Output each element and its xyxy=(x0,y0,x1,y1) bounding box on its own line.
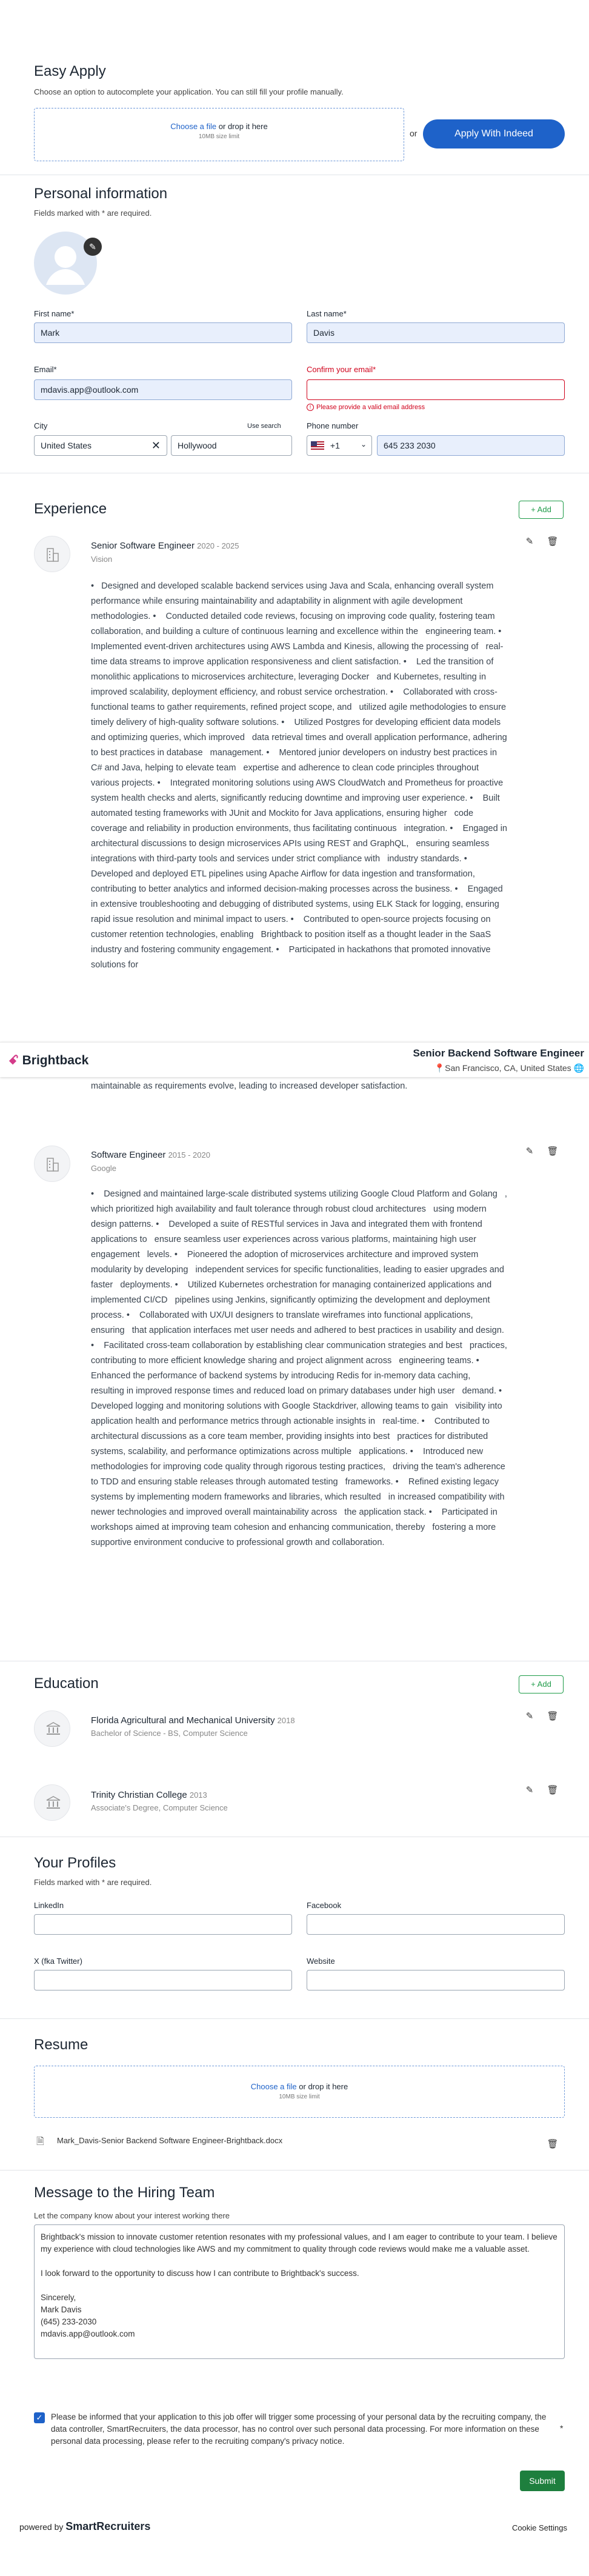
personal-info-title: Personal information xyxy=(34,185,168,202)
message-hint: Let the company know about your interest working there xyxy=(34,2211,230,2220)
required-note: Fields marked with * are required. xyxy=(34,1878,152,1887)
job-banner xyxy=(0,1042,589,1077)
delete-icon[interactable]: 🗑 xyxy=(547,536,559,547)
choose-file-link[interactable]: Choose a file xyxy=(250,2082,297,2091)
twitter-input[interactable] xyxy=(34,1970,292,1990)
clear-icon[interactable]: ✕ xyxy=(151,439,161,452)
school-name: Florida Agricultural and Mechanical University xyxy=(91,1715,275,1726)
experience-item-title xyxy=(91,1150,210,1160)
job-title: Senior Software Engineer xyxy=(91,541,195,551)
resume-file-name[interactable]: Mark_Davis-Senior Backend Software Engineer-Brightback.docx xyxy=(57,2136,283,2145)
edit-icon[interactable]: ✎ xyxy=(525,536,534,547)
company-name: Google xyxy=(91,1164,116,1173)
document-icon: 🗎 xyxy=(36,2137,44,2147)
error-icon: ! xyxy=(307,404,314,411)
last-name-input[interactable]: Davis xyxy=(307,322,565,343)
confirm-email-label: Confirm your email* xyxy=(307,365,376,374)
delete-icon[interactable]: 🗑 xyxy=(547,2139,559,2149)
add-experience-button[interactable] xyxy=(519,501,564,519)
size-limit: 10MB size limit xyxy=(198,133,240,140)
phone-input[interactable]: 645 233 2030 xyxy=(377,435,565,456)
required-star: * xyxy=(560,2423,564,2433)
first-name-label: First name* xyxy=(34,309,75,318)
message-title: Message to the Hiring Team xyxy=(34,2184,215,2201)
apply-with-indeed-button[interactable]: Apply With Indeed xyxy=(423,119,565,148)
location-text: San Francisco, CA, United States xyxy=(445,1063,571,1073)
drop-text: or drop it here xyxy=(299,2082,348,2091)
us-flag-icon xyxy=(311,441,324,450)
experience-description: • Designed and maintained large-scale distributed systems utilizing Google Cloud Platform and Golang , which prioritized high availability and fault tolerance through robust cloud architectures using modern design patterns. • Developed a suite of RESTful services in Java and integrated them with frontend applications to ensure seamless user experiences across various platforms, maintaining high user engagement levels. • Pioneered the adoption of microservices architecture and improved system modularity by developing independent services for specific functionalities, leading to easier upgrades and faster deployments. • Utilized Kubernetes orchestration for managing containerized applications and implemented CI/CD pipelines using Jenkins, significantly optimizing the development and deployment process. • Collaborated with UX/UI designers to translate wireframes into functional applications, ensuring that application interfaces met user needs and adhered to best practices in usability and design. • Facilitated cross-team collaboration by establishing clear communication strategies and best practices, contributing to more efficient knowledge sharing and project alignment across engineering teams. • Enhanced the performance of backend systems by introducing Redis for in-memory data caching, resulting in improved response times and reduced load on primary databases under high user demand. • Developed logging and monitoring solutions with Google Stackdriver, allowing teams to gain visibility into application health and performance metrics through actionable insights in real-time. • Contributed to architectural discussions as a core team member, providing insights into best practices for distributed systems, scalability, and performance optimizations across multiple applications. • Introduced new methodologies for improving code quality through rigorous testing practices, driving the team's adherence to TDD and ensuring stable releases through automated testing frameworks. • Refined existing legacy systems by implementing modern frameworks and libraries, which resulted in increased compatibility with newer technologies and improved overall maintainability across the application stack. • Participated in workshops aimed at improving team cohesion and enhancing communication, thereby fostering a more supportive environment conducive to professional growth and collaboration. xyxy=(91,1189,512,1547)
job-years: 2020 - 2025 xyxy=(197,541,239,550)
experience-description-tail: maintainable as requirements evolve, leading to increased developer satisfaction. xyxy=(91,1081,408,1091)
resume-title: Resume xyxy=(34,2037,88,2053)
confirm-email-input[interactable] xyxy=(307,379,565,400)
easy-apply-title: Easy Apply xyxy=(34,63,106,79)
plus-icon: + xyxy=(531,1680,537,1689)
divider xyxy=(0,2018,589,2019)
delete-icon[interactable]: 🗑 xyxy=(547,1146,559,1156)
last-name-label: Last name* xyxy=(307,309,347,318)
easy-apply-subtitle: Choose an option to autocomplete your application. You can still fill your profile manually. xyxy=(34,87,344,96)
edit-icon[interactable]: ✎ xyxy=(525,1146,534,1156)
job-title: Software Engineer xyxy=(91,1150,166,1160)
experience-item-title xyxy=(91,541,239,551)
phone-label: Phone number xyxy=(307,421,359,430)
website-input[interactable] xyxy=(307,1970,565,1990)
education-item-title xyxy=(91,1790,207,1800)
resume-dropzone[interactable] xyxy=(34,2066,565,2118)
city-input[interactable]: Hollywood xyxy=(171,435,292,456)
divider xyxy=(0,2170,589,2171)
size-limit: 10MB size limit xyxy=(279,2094,320,2100)
profiles-title: Your Profiles xyxy=(34,1855,116,1871)
brightback-logo-icon: ꗃ xyxy=(8,1053,19,1067)
drop-text: or drop it here xyxy=(218,122,268,131)
school-icon xyxy=(34,1784,70,1821)
city-label: City xyxy=(34,421,48,430)
brand-name: Brightback xyxy=(22,1053,89,1067)
consent-checkbox[interactable]: ✓ xyxy=(34,2412,45,2423)
degree: Bachelor of Science - BS, Computer Science xyxy=(91,1729,248,1738)
school-year: 2018 xyxy=(277,1716,295,1725)
smartrecruiters-logo: SmartRecruiters xyxy=(65,2520,151,2532)
chevron-down-icon: ⌄ xyxy=(360,440,367,449)
email-error-text: Please provide a valid email address xyxy=(316,404,425,411)
country-select[interactable] xyxy=(34,435,167,456)
facebook-label: Facebook xyxy=(307,1901,342,1910)
use-search-link[interactable]: Use search xyxy=(247,422,281,430)
first-name-input[interactable]: Mark xyxy=(34,322,292,343)
easy-apply-dropzone[interactable] xyxy=(34,108,404,161)
experience-description: • Designed and developed scalable backend services using Java and Scala, enhancing overall system performance while ensuring maintainability and adaptability in alignment with agile development methodologies. • Conducted detailed code reviews, focusing on improving code quality, fostering team collaboration, and building a culture of continuous learning and excellence within the engineering team. • Implemented event-driven architectures using AWS Lambda and Kinesis, allowing the processing of real-time data streams to improve application responsiveness and client satisfaction. • Led the transition of monolithic applications to microservices architecture, leveraging Docker and Kubernetes, resulting in improved scalability, deployment efficiency, and robust service orchestration. • Collaborated with cross-functional teams to gather requirements, refined project scope, and utilized agile methodologies to ensure timely delivery of high-quality software solutions. • Utilized Postgres for developing efficient data models and optimizing queries, which improved data retrieval times and overall application performance, adhering to best practices in database management. • Mentored junior developers on industry best practices in C# and Java, helping to elevate team expertise and adherence to clean code principles throughout various projects. • Integrated monitoring solutions using AWS CloudWatch and Prometheus for proactive system health checks and alerts, significantly reducing downtime and improving user experience. • Built automated testing frameworks with JUnit and Mockito for Java applications, ensuring higher code coverage and reliability in production environments, thus facilitating continuous integration. • Engaged in architectural discussions to design microservices APIs using REST and GraphQL, ensuring seamless integrations with third-party tools and services under strict compliance with industry standards. • Developed and deployed ETL pipelines using Apache Airflow for data ingestion and transformation, contributing to better analytics and informed decision-making processes across the business. • Engaged in extensive troubleshooting and debugging of distributed systems, using ELK Stack for logging, ensuring rapid issue resolution and minimal impact to users. • Contributed to open-source projects focusing on customer retention technologies, enabling Brightback to position itself as a thought leader in the SaaS industry and fostering community engagement. • Participated in hackathons that promoted innovative solutions for xyxy=(91,581,511,970)
email-input[interactable]: mdavis.app@outlook.com xyxy=(34,379,292,400)
powered-by-text: powered by xyxy=(19,2522,64,2532)
website-label: Website xyxy=(307,1957,335,1966)
degree: Associate's Degree, Computer Science xyxy=(91,1803,228,1812)
edit-icon[interactable]: ✎ xyxy=(525,1711,534,1721)
twitter-label: X (fka Twitter) xyxy=(34,1957,82,1966)
choose-file-link[interactable]: Choose a file xyxy=(170,122,217,131)
cookie-settings-link[interactable]: Cookie Settings xyxy=(511,2523,567,2532)
experience-title: Experience xyxy=(34,501,107,517)
powered-by xyxy=(19,2520,150,2533)
country-value: United States xyxy=(41,441,92,450)
location-pin-icon: 📍 xyxy=(434,1063,445,1073)
edit-avatar-icon[interactable]: ✎ xyxy=(84,238,102,256)
facebook-input[interactable] xyxy=(307,1914,565,1935)
linkedin-label: LinkedIn xyxy=(34,1901,64,1910)
add-education-button[interactable] xyxy=(519,1675,564,1693)
phone-country-select[interactable] xyxy=(307,435,372,456)
message-textarea[interactable]: Brightback's mission to innovate customer retention resonates with my professional values, and I am eager to contribute to your team. I believe my experience with cloud technologies like AWS and my commitment to quality through code reviews would make me a valuable asset. I look forward to the opportunity to discuss how I can contribute to Brightback's success. Sincerely, Mark Davis (645) 233-2030 mdavis.app@outlook.com xyxy=(34,2224,565,2359)
delete-icon[interactable]: 🗑 xyxy=(547,1785,559,1795)
brand-logo xyxy=(8,1053,88,1068)
email-error xyxy=(307,404,425,411)
delete-icon[interactable]: 🗑 xyxy=(547,1711,559,1721)
school-icon xyxy=(34,1710,70,1747)
globe-icon: 🌐 xyxy=(573,1063,584,1073)
company-name: Vision xyxy=(91,555,113,564)
consent-text: Please be informed that your application to this job offer will trigger some processing of your personal data by the recruiting company, the data controller, SmartRecruiters, the data processor, has no control over such personal data processing. For more information on these personal data processing, please refer to the recruiting company's privacy notice. xyxy=(51,2412,547,2446)
required-note: Fields marked with * are required. xyxy=(34,209,152,218)
submit-button[interactable]: Submit xyxy=(520,2471,565,2491)
linkedin-input[interactable] xyxy=(34,1914,292,1935)
add-label: Add xyxy=(537,1680,551,1689)
company-logo-icon xyxy=(34,536,70,572)
school-year: 2013 xyxy=(189,1790,207,1800)
add-label: Add xyxy=(537,505,551,514)
plus-icon: + xyxy=(531,505,537,514)
education-title: Education xyxy=(34,1675,99,1692)
banner-job-title: Senior Backend Software Engineer xyxy=(413,1047,584,1059)
or-text: or xyxy=(410,128,418,138)
edit-icon[interactable]: ✎ xyxy=(525,1785,534,1795)
email-label: Email* xyxy=(34,365,57,374)
phone-code: +1 xyxy=(330,441,340,450)
easy-apply-section xyxy=(34,63,565,96)
banner-location xyxy=(434,1063,584,1073)
company-logo-icon xyxy=(34,1146,70,1182)
job-years: 2015 - 2020 xyxy=(168,1150,210,1160)
school-name: Trinity Christian College xyxy=(91,1790,187,1800)
education-item-title xyxy=(91,1715,295,1726)
